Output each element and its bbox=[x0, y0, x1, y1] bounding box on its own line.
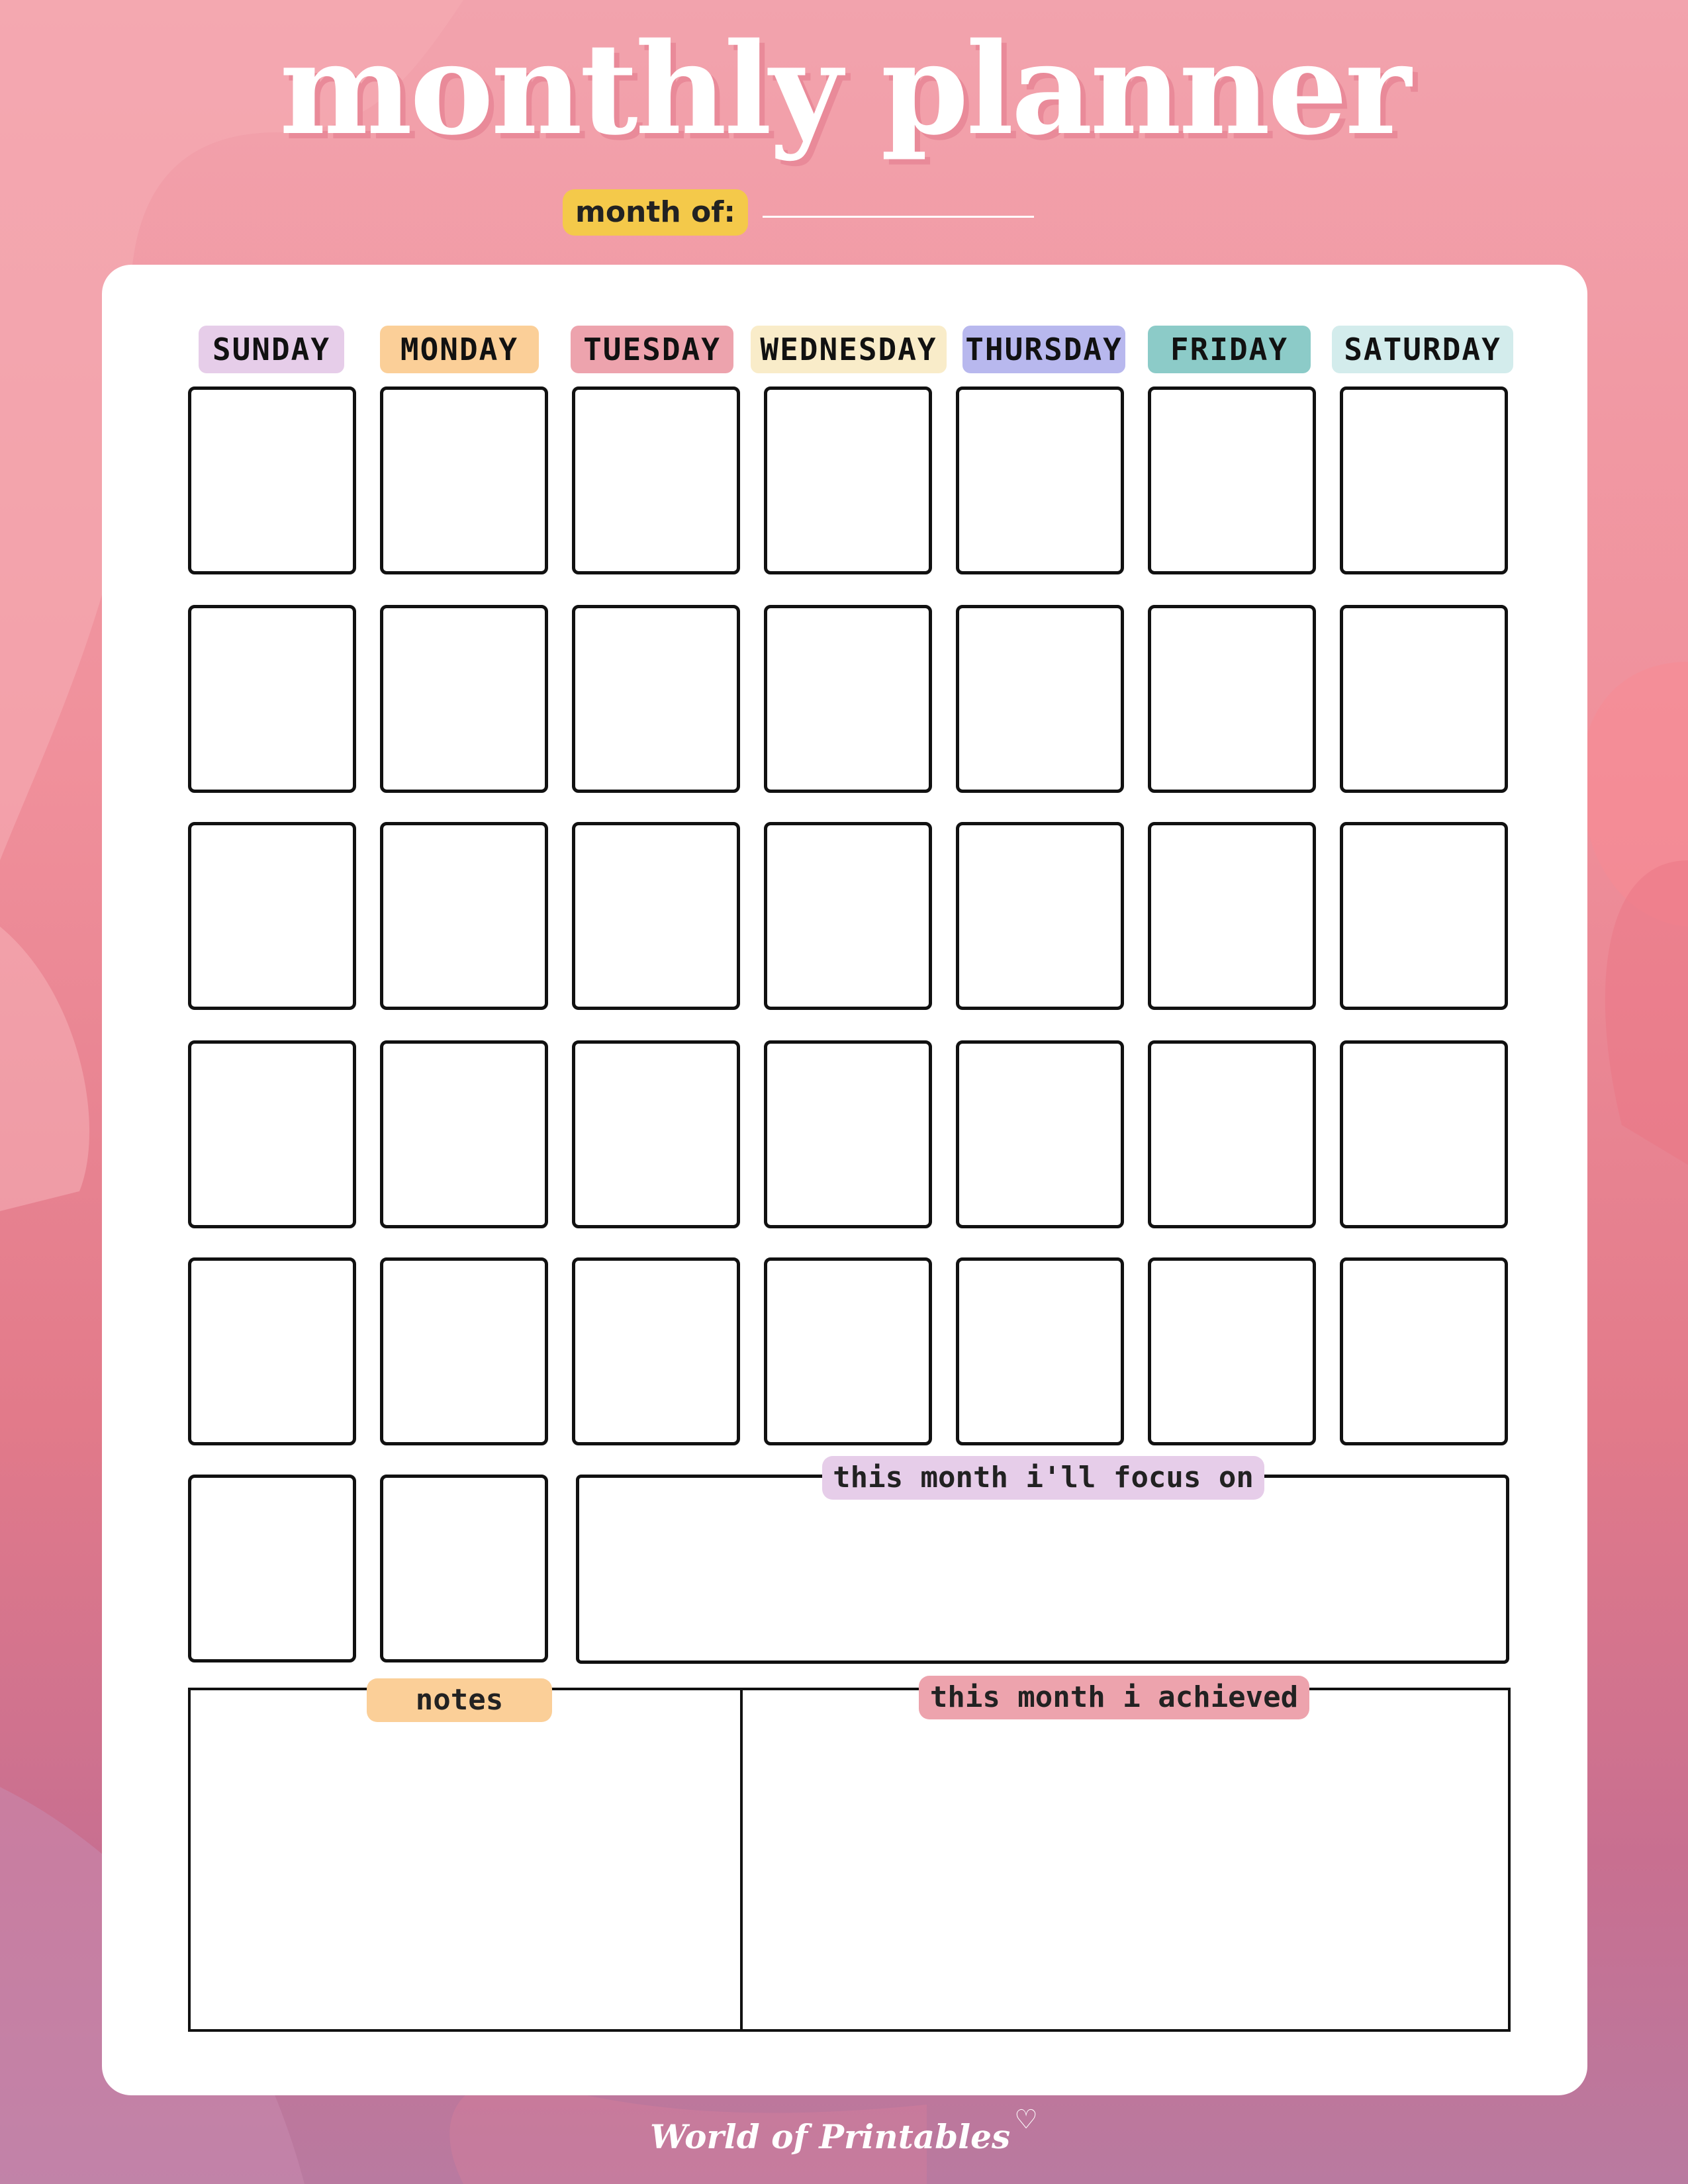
day-cell[interactable] bbox=[572, 1040, 740, 1228]
day-label-wednesday: WEDNESDAY bbox=[751, 326, 947, 373]
day-label-saturday: SATURDAY bbox=[1332, 326, 1513, 373]
day-cell[interactable] bbox=[380, 605, 548, 793]
day-cell[interactable] bbox=[1340, 1257, 1508, 1445]
day-label-thursday: THURSDAY bbox=[962, 326, 1125, 373]
day-cell[interactable] bbox=[956, 387, 1124, 574]
day-cell[interactable] bbox=[380, 1257, 548, 1445]
day-label-monday: MONDAY bbox=[380, 326, 539, 373]
month-of-label: month of: bbox=[563, 189, 748, 236]
planner-card bbox=[102, 265, 1587, 2095]
day-cell[interactable] bbox=[380, 1475, 548, 1662]
footer-logo bbox=[0, 2105, 1688, 2156]
day-label-sunday: SUNDAY bbox=[199, 326, 344, 373]
day-cell[interactable] bbox=[764, 822, 932, 1010]
day-label-tuesday: TUESDAY bbox=[571, 326, 733, 373]
day-cell[interactable] bbox=[1148, 1257, 1316, 1445]
day-cell[interactable] bbox=[764, 1257, 932, 1445]
brand-name: World of Printables bbox=[650, 2117, 1011, 2156]
notes-box[interactable] bbox=[188, 1688, 743, 2032]
day-cell[interactable] bbox=[956, 1040, 1124, 1228]
achieved-label: this month i achieved bbox=[919, 1676, 1309, 1719]
day-cell[interactable] bbox=[764, 1040, 932, 1228]
day-cell[interactable] bbox=[1340, 605, 1508, 793]
day-cell[interactable] bbox=[1340, 387, 1508, 574]
focus-label: this month i'll focus on bbox=[822, 1456, 1264, 1500]
month-of-field[interactable] bbox=[763, 216, 1034, 218]
page-title: monthly planner bbox=[279, 15, 1409, 163]
day-cell[interactable] bbox=[956, 822, 1124, 1010]
day-cell[interactable] bbox=[1340, 822, 1508, 1010]
day-cell[interactable] bbox=[188, 822, 356, 1010]
day-cell[interactable] bbox=[188, 605, 356, 793]
heart-icon: ♡ bbox=[1014, 2105, 1038, 2135]
day-cell[interactable] bbox=[380, 387, 548, 574]
day-cell[interactable] bbox=[380, 822, 548, 1010]
day-label-friday: FRIDAY bbox=[1148, 326, 1311, 373]
notes-label: notes bbox=[367, 1678, 552, 1722]
day-cell[interactable] bbox=[956, 605, 1124, 793]
day-cell[interactable] bbox=[188, 387, 356, 574]
day-cell[interactable] bbox=[1340, 1040, 1508, 1228]
day-cell[interactable] bbox=[188, 1040, 356, 1228]
day-cell[interactable] bbox=[188, 1475, 356, 1662]
day-cell[interactable] bbox=[1148, 605, 1316, 793]
day-cell[interactable] bbox=[764, 605, 932, 793]
day-cell[interactable] bbox=[188, 1257, 356, 1445]
focus-box[interactable] bbox=[576, 1475, 1509, 1664]
day-cell[interactable] bbox=[956, 1257, 1124, 1445]
day-cell[interactable] bbox=[572, 1257, 740, 1445]
day-cell[interactable] bbox=[1148, 387, 1316, 574]
day-cell[interactable] bbox=[764, 387, 932, 574]
achieved-box[interactable] bbox=[740, 1688, 1511, 2032]
day-cell[interactable] bbox=[572, 822, 740, 1010]
day-cell[interactable] bbox=[1148, 822, 1316, 1010]
day-cell[interactable] bbox=[380, 1040, 548, 1228]
day-cell[interactable] bbox=[1148, 1040, 1316, 1228]
day-cell[interactable] bbox=[572, 605, 740, 793]
day-cell[interactable] bbox=[572, 387, 740, 574]
